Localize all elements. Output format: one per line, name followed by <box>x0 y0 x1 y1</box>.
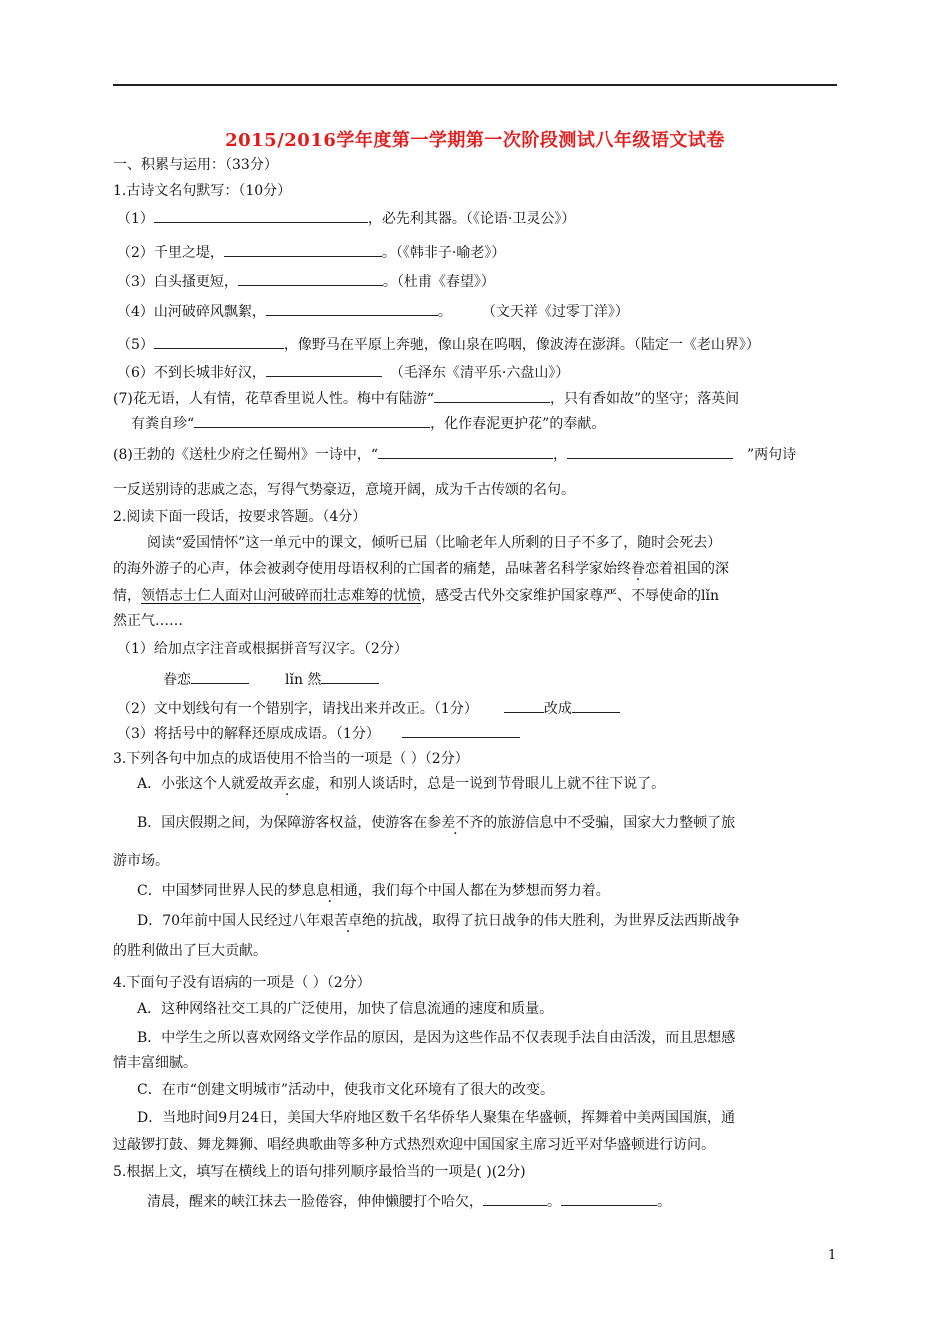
q2-word-a: 眷恋 <box>163 672 191 688</box>
q1-2-pre: （2）千里之堤， <box>117 245 224 261</box>
option-text: 的旅游信息中不受骗，国家大力整顿了旅 <box>483 815 736 831</box>
q1-item-5 <box>117 333 760 354</box>
answer-blank[interactable] <box>321 668 379 684</box>
q1-8-text-a: (8)王勃的《送杜少府之任蜀州》一诗中，“ <box>113 447 378 463</box>
answer-blank[interactable] <box>266 300 438 316</box>
q1-3-text: 。（杜甫《春望》） <box>382 274 495 290</box>
q2-passage-text: 情， <box>113 588 141 604</box>
q2-passage-text: 恋着祖国的深 <box>645 561 729 577</box>
q1-item-2 <box>117 241 505 262</box>
q2-passage-line4: 然正气…… <box>113 613 183 629</box>
q3-option-a <box>137 775 665 793</box>
q1-5-num: （5） <box>117 337 154 353</box>
q2-sub1: （1）给加点字注音或根据拼音写汉字。（2分） <box>117 641 408 657</box>
answer-blank[interactable] <box>572 697 620 713</box>
q1-item-8-line2: 一反送别诗的悲戚之态，写得气势豪迈，意境开阔，成为千古传颂的名句。 <box>113 482 575 498</box>
option-text: B．国庆假期之间，为保障游客权益，使游客在 <box>137 815 428 831</box>
q4-option-a: A．这种网络社交工具的广泛使用，加快了信息流通的速度和质量。 <box>137 1001 554 1017</box>
q1-item-3 <box>117 270 495 291</box>
q4-option-d-cont: 过敲锣打鼓、舞龙舞狮、唱经典歌曲等多种方式热烈欢迎中国国家主席习近平对华盛顿进行访问。 <box>113 1137 715 1153</box>
q1-item-7-line1 <box>113 387 739 408</box>
pinyin-text: lǐn <box>701 588 719 604</box>
q5-sep: 。 <box>547 1194 561 1210</box>
section-heading: 一、积累与运用：（33分） <box>113 157 278 173</box>
q2-passage-line1: 阅读“爱国情怀”这一单元中的课文，倾听已届（比喻老年人所剩的日子不多了，随时会死去） <box>147 535 722 551</box>
q1-2-text: 。（《韩非子·喻老》） <box>381 245 506 261</box>
q1-5-text: ，像野马在平原上奔驰，像山泉在呜咽，像波涛在澎湃。（陆定一《老山界》） <box>283 337 760 353</box>
q1-7-text-c: 有粪自珍“ <box>131 416 195 432</box>
q2-passage-line3 <box>113 587 719 605</box>
option-text: D．70年前中国人民经过八年 <box>137 913 321 929</box>
q1-7-text-b: ，只有香如故”的坚守；落英间 <box>550 391 740 407</box>
answer-blank[interactable] <box>483 1190 547 1206</box>
answer-blank[interactable] <box>194 412 430 428</box>
dotted-idiom: 艰苦卓绝 <box>320 913 377 929</box>
q5-text: 清晨，醒来的峡江抹去一脸倦容，伸伸懒腰打个哈欠， <box>147 1194 483 1210</box>
q2-word-b: lǐn 然 <box>285 672 322 688</box>
option-text: ，和别人谈话时，总是一说到节骨眼儿上就不往下说了。 <box>315 776 666 792</box>
q1-6-text: （毛泽东《清平乐·六盘山》） <box>389 365 570 381</box>
q1-8-text-b: ， <box>553 447 567 463</box>
q3-option-d <box>137 912 740 930</box>
q1-4-source: （文天祥《过零丁洋》） <box>481 304 629 320</box>
answer-blank[interactable] <box>238 270 383 286</box>
q5-end: 。 <box>657 1194 671 1210</box>
option-text: ，我们每个中国人都在为梦想而努力着。 <box>357 883 610 899</box>
q1-1-num: （1） <box>117 211 154 227</box>
q2-sub1-items <box>163 668 379 689</box>
q4-option-d: D．当地时间9月24日，美国大华府地区数千名华侨华人聚集在华盛顿，挥舞着中美两国国旗，通 <box>137 1110 735 1126</box>
answer-blank[interactable] <box>378 443 553 459</box>
q2-passage-text: ，感受古代外交家维护国家尊严、不辱使命的 <box>421 588 701 604</box>
page-number: 1 <box>828 1248 837 1263</box>
answer-blank[interactable] <box>402 722 520 738</box>
answer-blank[interactable] <box>504 697 544 713</box>
q4-option-b-cont: 情丰富细腻。 <box>113 1055 197 1071</box>
q1-item-1 <box>117 207 575 228</box>
q1-item-7-line2 <box>131 412 605 433</box>
dotted-idiom: 参差不齐 <box>427 815 484 831</box>
dotted-idiom: 息息相通 <box>301 883 358 899</box>
dotted-char: 眷 <box>631 561 645 577</box>
header-rule <box>113 84 837 86</box>
q2-sub2 <box>117 697 620 718</box>
q1-7-text-a: (7)花无语，人有情，花草香里说人性。梅中有陆游“ <box>113 391 434 407</box>
option-text: A．小张这个人就爱 <box>137 776 260 792</box>
q1-4-pre: （4）山河破碎风飘絮， <box>117 304 266 320</box>
q3-option-b <box>137 814 735 832</box>
option-text: 的抗战，取得了抗日战争的伟大胜利，为世界反法西斯战争 <box>376 913 741 929</box>
q1-1-text: ，必先利其器。（《论语·卫灵公》） <box>367 211 576 227</box>
q2-sub2-fix: 改成 <box>543 701 572 717</box>
q1-8-text-c: ”两句诗 <box>747 447 797 463</box>
q1-3-pre: （3）白头搔更短， <box>117 274 238 290</box>
answer-blank[interactable] <box>561 1190 657 1206</box>
answer-blank[interactable] <box>154 207 368 223</box>
option-text: C．中国梦同世界人民的梦 <box>137 883 302 899</box>
q4-option-c: C．在市“创建文明城市”活动中，使我市文化环境有了很大的改变。 <box>137 1082 555 1098</box>
q1-7-text-d: ，化作春泥更护花”的奉献。 <box>430 416 606 432</box>
q2-sub3-text: （3）将括号中的解释还原成成语。（1分） <box>117 726 380 742</box>
q1-item-8-line1 <box>113 443 796 464</box>
q2-sub3 <box>117 722 520 743</box>
dotted-idiom: 故弄玄虚 <box>259 776 316 792</box>
q3-option-d-cont: 的胜利做出了巨大贡献。 <box>113 943 267 959</box>
answer-blank[interactable] <box>567 443 733 459</box>
answer-blank[interactable] <box>224 241 382 257</box>
q1-heading: 1.古诗文名句默写：（10分） <box>113 183 292 199</box>
q5-passage <box>147 1190 671 1211</box>
answer-blank[interactable] <box>154 333 284 349</box>
underlined-sentence: 领悟志士仁人面对山河破碎而壮志难筹的忧愤 <box>141 588 421 604</box>
q2-passage-line2 <box>113 560 729 578</box>
q4-option-b: B．中学生之所以喜欢网络文学作品的原因，是因为这些作品不仅表现手法自由活泼，而且思想感 <box>137 1030 736 1046</box>
q3-option-c <box>137 882 610 900</box>
q5-heading: 5.根据上文，填写在横线上的语句排列顺序最恰当的一项是( )(2分) <box>113 1164 526 1180</box>
exam-title: 2015/2016学年度第一学期第一次阶段测试八年级语文试卷 <box>225 130 725 151</box>
q2-sub2-text: （2）文中划线句有一个错别字，请找出来并改正。（1分） <box>117 701 478 717</box>
q2-heading: 2.阅读下面一段话，按要求答题。（4分） <box>113 509 367 525</box>
q1-item-4 <box>117 300 629 321</box>
q1-4-text: 。 <box>437 304 452 320</box>
q1-6-pre: （6）不到长城非好汉， <box>117 365 266 381</box>
answer-blank[interactable] <box>434 387 550 403</box>
q3-heading: 3.下列各句中加点的成语使用不恰当的一项是（ ）（2分） <box>113 751 469 767</box>
q4-heading: 4.下面句子没有语病的一项是（ ）（2分） <box>113 975 371 991</box>
q1-item-6 <box>117 361 569 382</box>
answer-blank[interactable] <box>191 668 249 684</box>
q2-passage-text: 的海外游子的心声，体会被剥夺使用母语权利的亡国者的痛楚，品味著名科学家始终 <box>113 561 631 577</box>
answer-blank[interactable] <box>266 361 382 377</box>
q3-option-b-cont: 游市场。 <box>113 853 169 869</box>
